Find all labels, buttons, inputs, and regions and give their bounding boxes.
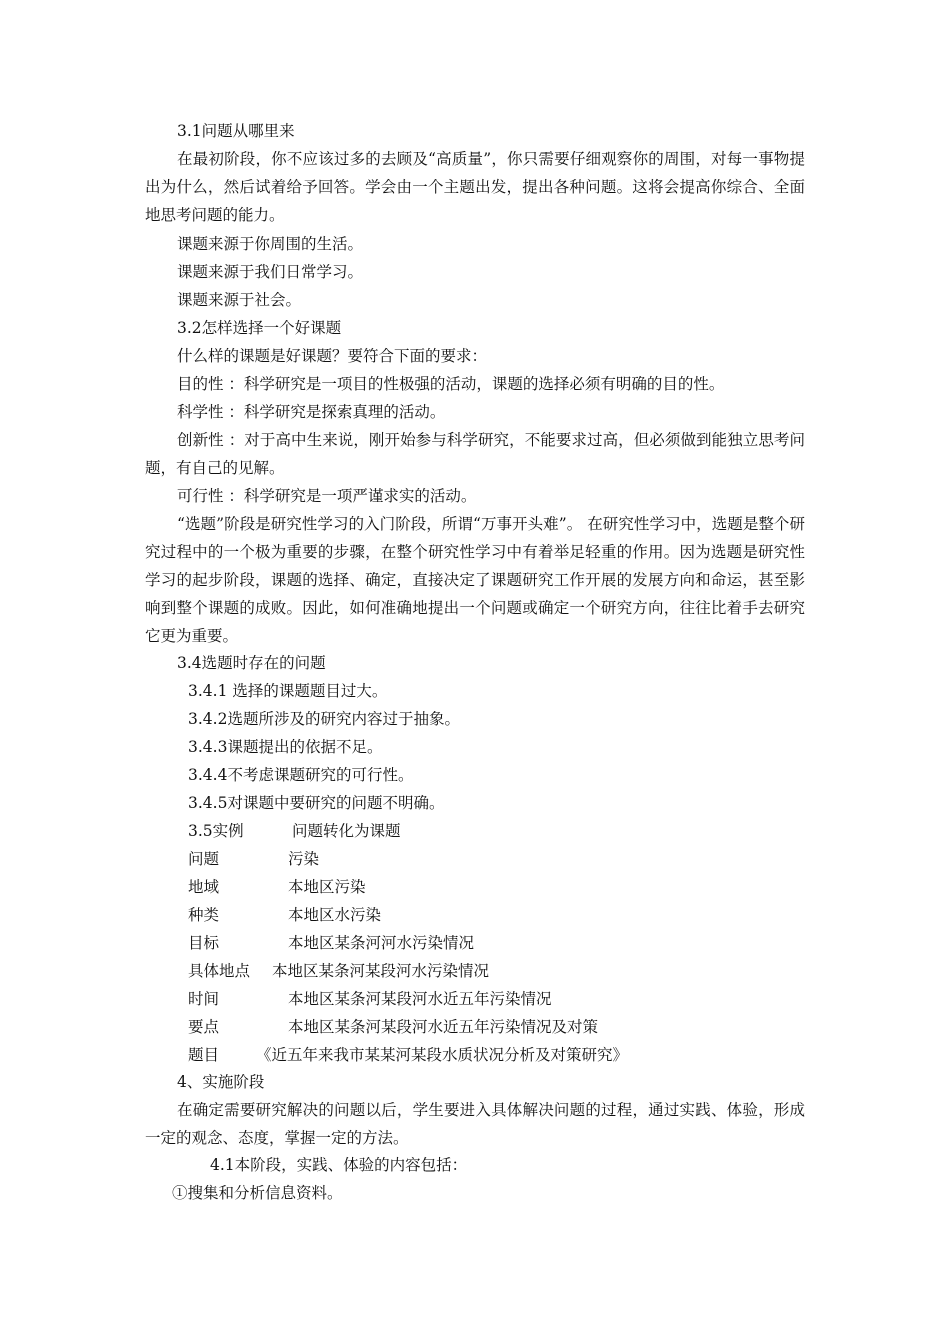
list-item: ①搜集和分析信息资料。 — [172, 1184, 343, 1202]
row-key: 目标 — [188, 934, 220, 952]
section-heading-3-1: 3.1问题从哪里来 — [177, 122, 295, 140]
list-item: 3.4.3课题提出的依据不足。 — [188, 738, 383, 756]
paragraph-selection: “选题”阶段是研究性学习的入门阶段，所谓“万事开头难”。 在研究性学习中，选题是整个研究过程中的一个极为重要的步骤，在整个研究性学习中有着举足轻重的作用。因为选题是研究性学习的起步阶段，课题的选择、确定，直接决定了课题研究工作开展的发展方向和命运，甚至影响到整个课题的成败。因此，如何准确地提出一个问题或确定一个研究方向，往往比着手去研究它更为重要。 — [145, 515, 805, 645]
list-item: 3.4.5对课题中要研究的问题不明确。 — [188, 794, 445, 812]
section-heading-4-1: 4.1本阶段，实践、体验的内容包括： — [210, 1156, 468, 1174]
row-value: 本地区某条河某段河水近五年污染情况及对策 — [288, 1018, 599, 1036]
section-heading-3-2: 3.2怎样选择一个好课题 — [177, 319, 342, 337]
list-item: 课题来源于社会。 — [177, 291, 302, 309]
list-item: 3.4.1 选择的课题题目过大。 — [188, 682, 388, 700]
list-item: 课题来源于你周围的生活。 — [177, 235, 364, 253]
section-heading-3-4: 3.4选题时存在的问题 — [177, 654, 326, 672]
requirement-feasibility: 可行性 ：科学研究是一项严谨求实的活动。 — [177, 487, 477, 505]
row-key: 题目 — [188, 1046, 220, 1064]
row-key: 要点 — [188, 1018, 220, 1036]
list-item: 3.4.4不考虑课题研究的可行性。 — [188, 766, 414, 784]
row-value: 本地区某条河某段河水污染情况 — [272, 962, 490, 980]
row-key: 时间 — [188, 990, 220, 1008]
row-value: 《近五年来我市某某河某段水质状况分析及对策研究》 — [256, 1046, 629, 1064]
row-key: 具体地点 — [188, 962, 251, 980]
section-heading-4: 4、实施阶段 — [177, 1073, 265, 1091]
requirement-science: 科学性 ：科学研究是探索真理的活动。 — [177, 403, 446, 421]
row-key: 种类 — [188, 906, 220, 924]
row-key: 地域 — [188, 878, 220, 896]
row-value: 本地区水污染 — [288, 906, 382, 924]
section-heading-3-5-subtitle: 问题转化为课题 — [292, 822, 401, 840]
paragraph-3-1: 在最初阶段，你不应该过多的去顾及“高质量”，你只需要仔细观察你的周围，对每一事物提出为什么，然后试着给予回答。学会由一个主题出发，提出各种问题。这将会提高你综合、全面地思考问题的能力。 — [145, 150, 805, 224]
row-value: 本地区某条河某段河水近五年污染情况 — [288, 990, 552, 1008]
row-value: 污染 — [288, 850, 320, 868]
requirement-innovation: 创新性 ：对于高中生来说，刚开始参与科学研究，不能要求过高，但必须做到能独立思考问题，有自己的见解。 — [145, 431, 805, 477]
row-value: 本地区某条河河水污染情况 — [288, 934, 475, 952]
row-value: 本地区污染 — [288, 878, 366, 896]
section-heading-3-5: 3.5实例 — [188, 822, 244, 840]
requirements-intro: 什么样的课题是好课题？要符合下面的要求： — [177, 347, 488, 365]
list-item: 3.4.2选题所涉及的研究内容过于抽象。 — [188, 710, 460, 728]
list-item: 课题来源于我们日常学习。 — [177, 263, 364, 281]
paragraph-4: 在确定需要研究解决的问题以后，学生要进入具体解决问题的过程，通过实践、体验，形成一定的观念、态度，掌握一定的方法。 — [145, 1101, 805, 1147]
row-key: 问题 — [188, 850, 220, 868]
requirement-purpose: 目的性 ：科学研究是一项目的性极强的活动，课题的选择必须有明确的目的性。 — [177, 375, 725, 393]
